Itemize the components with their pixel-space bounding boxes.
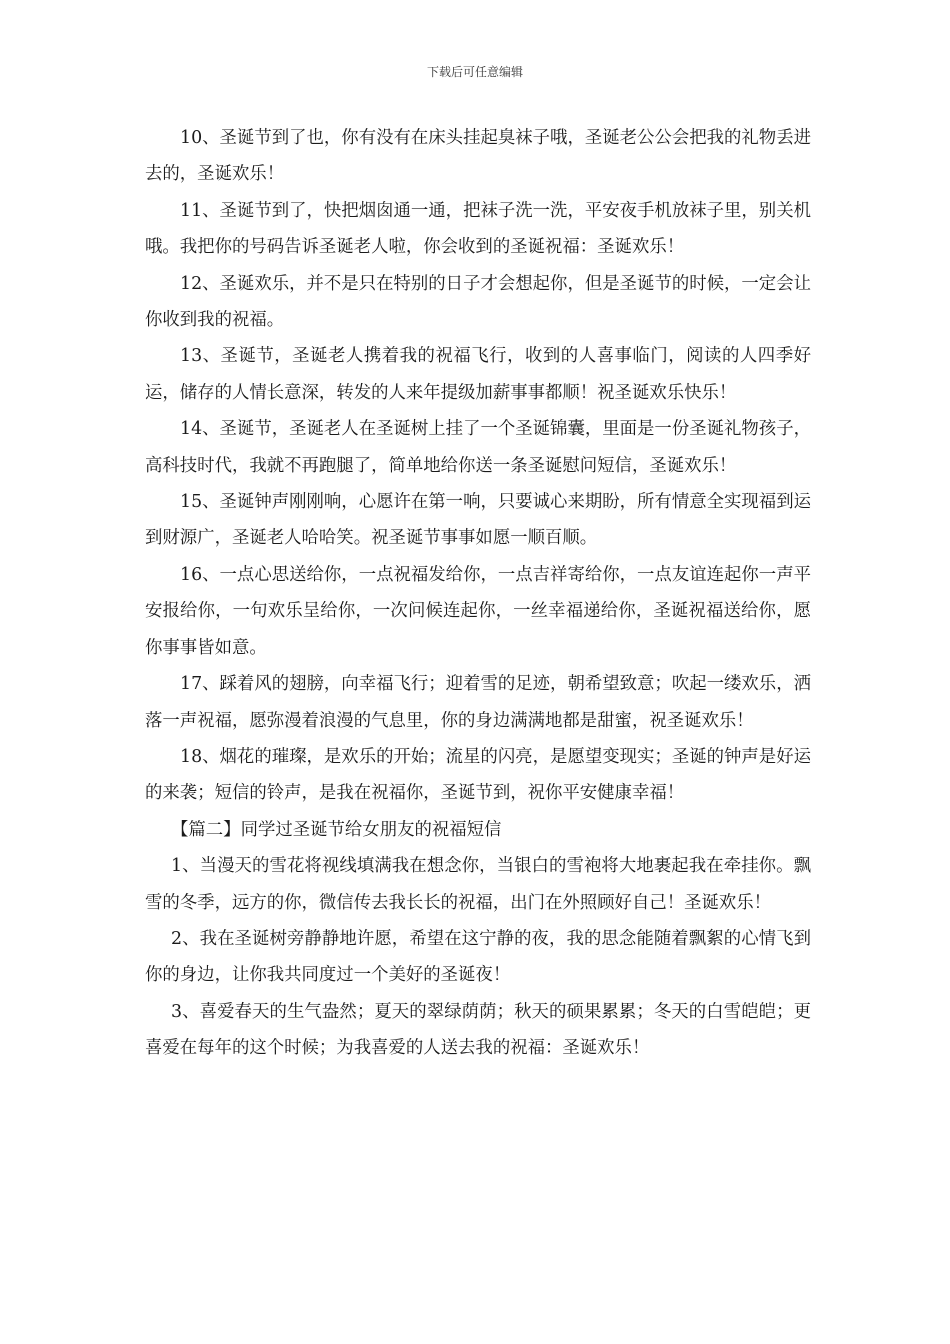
paragraph-12: 12、圣诞欢乐，并不是只在特别的日子才会想起你，但是圣诞节的时候，一定会让你收到我的祝福。: [145, 273, 811, 331]
paragraph-11: 11、圣诞节到了，快把烟囱通一通，把袜子洗一洗，平安夜手机放袜子里，别关机哦。我把你的号码告诉圣诞老人啦，你会收到的圣诞祝福：圣诞欢乐！: [145, 200, 811, 258]
paragraph-17: 17、踩着风的翅膀，向幸福飞行；迎着雪的足迹，朝希望致意；吹起一缕欢乐，洒落一声祝福，愿弥漫着浪漫的气息里，你的身边满满地都是甜蜜，祝圣诞欢乐！: [145, 674, 811, 731]
section-heading: 【篇二】同学过圣诞节给女朋友的祝福短信: [171, 819, 502, 840]
paragraph-s2-2: 2、我在圣诞树旁静静地许愿，希望在这宁静的夜，我的思念能随着飘絮的心情飞到你的身边，让你我共同度过一个美好的圣诞夜！: [145, 928, 811, 986]
paragraph-s2-3: 3、喜爱春天的生气盎然；夏天的翠绿荫荫；秋天的硕果累累；冬天的白雪皑皑；更喜爱在每年的这个时候；为我喜爱的人送去我的祝福：圣诞欢乐！: [145, 1001, 811, 1059]
document-body: [145, 120, 811, 1067]
paragraph-14: 14、圣诞节，圣诞老人在圣诞树上挂了一个圣诞锦囊，里面是一份圣诞礼物孩子，高科技时代，我就不再跑腿了，简单地给你送一条圣诞慰问短信，圣诞欢乐！: [145, 419, 811, 476]
paragraph-18: 18、烟花的璀璨，是欢乐的开始；流星的闪亮，是愿望变现实；圣诞的钟声是好运的来袭；短信的铃声，是我在祝福你，圣诞节到，祝你平安健康幸福！: [145, 746, 811, 804]
paragraph-10: 10、圣诞节到了也，你有没有在床头挂起臭袜子哦，圣诞老公公会把我的礼物丢进去的，圣诞欢乐！: [145, 128, 811, 185]
paragraph-16: 16、一点心思送给你，一点祝福发给你，一点吉祥寄给你，一点友谊连起你一声平安报给你，一句欢乐呈给你，一次问候连起你，一丝幸福递给你，圣诞祝福送给你，愿你事事皆如意。: [145, 564, 811, 658]
paragraph-13: 13、圣诞节，圣诞老人携着我的祝福飞行，收到的人喜事临门，阅读的人四季好运，储存的人情长意深，转发的人来年提级加薪事事都顺！祝圣诞欢乐快乐！: [145, 346, 811, 403]
paragraph-s2-1: 1、当漫天的雪花将视线填满我在想念你，当银白的雪袍将大地裹起我在牵挂你。飘雪的冬季，远方的你，微信传去我长长的祝福，出门在外照顾好自己！圣诞欢乐！: [145, 856, 811, 913]
paragraph-15: 15、圣诞钟声刚刚响，心愿许在第一响，只要诚心来期盼，所有情意全实现福到运到财源广，圣诞老人哈哈笑。祝圣诞节事事如愿一顺百顺。: [145, 492, 811, 549]
page-header: 下载后可任意编辑: [426, 65, 523, 79]
